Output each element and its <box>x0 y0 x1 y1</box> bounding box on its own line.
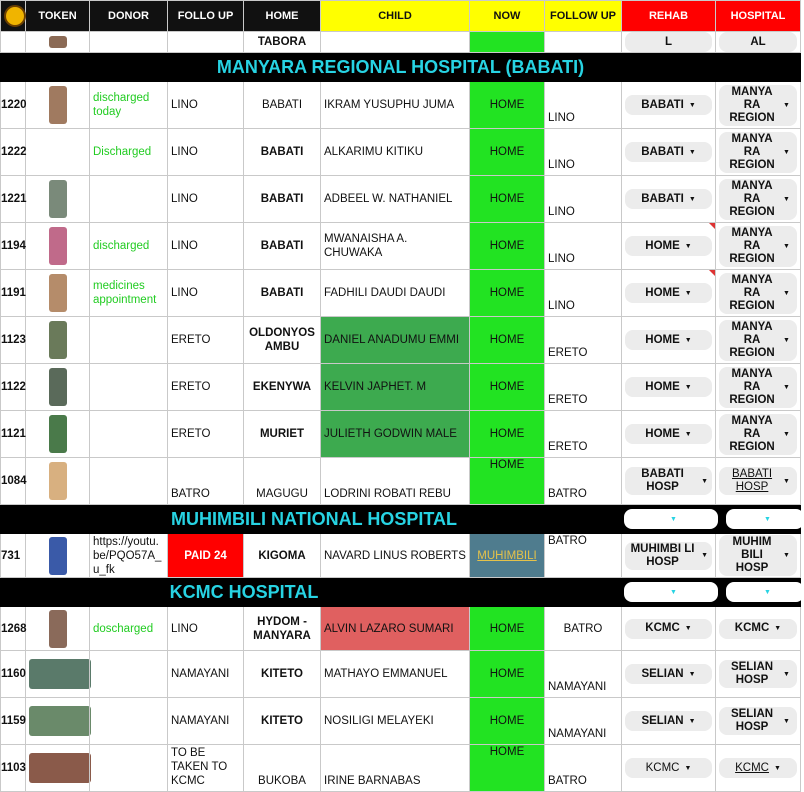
follow-up-cell[interactable]: LINO <box>168 270 244 317</box>
dropdown-arrow-icon: ▼ <box>684 289 692 297</box>
follow-up-cell[interactable]: BATRO <box>168 458 244 505</box>
dropdown-arrow-icon: ▼ <box>684 764 692 772</box>
section-hospital-dropdown[interactable] <box>726 582 804 602</box>
home-cell[interactable]: OLDONYOS AMBU <box>244 317 321 364</box>
home-cell[interactable]: HYDOM - MANYARA <box>244 607 321 651</box>
rehab-cell[interactable] <box>622 32 716 53</box>
row-id[interactable]: 1191 <box>1 270 26 317</box>
child-name-cell[interactable]: NAVARD LINUS ROBERTS <box>321 534 470 578</box>
row-id[interactable]: 1122 <box>1 364 26 411</box>
hospital-dropdown[interactable] <box>719 132 797 173</box>
donor-note[interactable]: discharged today <box>90 82 168 129</box>
follow-up-2-cell[interactable]: BATRO <box>545 607 622 651</box>
now-cell[interactable]: HOME <box>470 129 545 176</box>
follow-up-cell[interactable]: ERETO <box>168 411 244 458</box>
dropdown-arrow-icon: ▼ <box>783 430 790 438</box>
dropdown-arrow-icon: ▼ <box>783 148 790 156</box>
now-cell[interactable] <box>470 32 545 53</box>
child-name-cell[interactable]: ALKARIMU KITIKU <box>321 129 470 176</box>
section-title <box>1 578 801 607</box>
header-donor[interactable]: DONOR <box>90 1 168 32</box>
child-name-cell[interactable]: FADHILI DAUDI DAUDI <box>321 270 470 317</box>
follow-up-cell[interactable]: NAMAYANI <box>168 698 244 745</box>
rehab-dropdown[interactable] <box>625 758 712 778</box>
rehab-dropdown[interactable] <box>625 542 712 570</box>
hospital-cell[interactable] <box>716 411 801 458</box>
token-photo[interactable] <box>26 534 90 578</box>
rehab-dropdown[interactable] <box>625 664 712 684</box>
token-photo[interactable] <box>26 270 90 317</box>
rehab-cell[interactable] <box>622 129 716 176</box>
app-logo-icon <box>4 5 26 27</box>
hospital-dropdown[interactable] <box>719 467 797 495</box>
rehab-cell[interactable] <box>622 270 716 317</box>
hospital-cell[interactable] <box>716 745 801 792</box>
hospital-value: MANYA RA REGION <box>729 179 775 218</box>
table-row <box>1 223 801 270</box>
hospital-value: MANYA RA REGION <box>729 132 775 171</box>
header-now[interactable]: NOW <box>470 1 545 32</box>
follow-up-2-cell[interactable]: BATRO <box>545 534 622 578</box>
home-cell[interactable]: BABATI <box>244 223 321 270</box>
rehab-value: SELIAN <box>641 714 684 727</box>
home-cell[interactable]: KITETO <box>244 651 321 698</box>
rehab-value: MUHIMBI LI HOSP <box>630 542 695 568</box>
donor-note[interactable] <box>90 745 168 792</box>
rehab-cell[interactable] <box>622 411 716 458</box>
hospital-dropdown[interactable] <box>719 367 797 408</box>
dropdown-arrow-icon: ▼ <box>684 383 692 391</box>
section-rehab-dropdown[interactable] <box>624 509 718 529</box>
cell[interactable] <box>321 32 470 53</box>
hospital-dropdown[interactable] <box>719 85 797 126</box>
child-photo <box>49 321 67 359</box>
now-cell[interactable]: HOME <box>470 176 545 223</box>
table-row <box>1 651 801 698</box>
now-cell[interactable]: HOME <box>470 411 545 458</box>
rehab-dropdown[interactable] <box>625 95 712 115</box>
now-cell[interactable]: HOME <box>470 745 545 792</box>
rehab-value: BABATI <box>641 192 684 205</box>
follow-up-2-cell[interactable]: ERETO <box>545 317 622 364</box>
header-hospital[interactable]: HOSPITAL <box>716 1 801 32</box>
child-photo <box>49 415 67 453</box>
dropdown-arrow-icon: ▼ <box>670 515 677 523</box>
follow-up-2-cell[interactable]: BATRO <box>545 458 622 505</box>
cell[interactable] <box>545 32 622 53</box>
child-name-cell[interactable]: LODRINI ROBATI REBU <box>321 458 470 505</box>
row-id[interactable]: 1159 <box>1 698 26 745</box>
table-row <box>1 317 801 364</box>
home-cell[interactable]: TABORA <box>244 32 321 53</box>
dropdown-arrow-icon: ▼ <box>701 477 708 485</box>
table-row <box>1 745 801 792</box>
section-hospital-dropdown[interactable] <box>726 509 804 529</box>
donor-note[interactable]: medicines appointment <box>90 270 168 317</box>
child-photo <box>49 180 67 218</box>
token-photo[interactable] <box>26 458 90 505</box>
rehab-value: BABATI HOSP <box>641 468 684 493</box>
section-header <box>1 53 801 82</box>
follow-up-cell[interactable]: LINO <box>168 176 244 223</box>
now-cell[interactable]: HOME <box>470 458 545 505</box>
dropdown-arrow-icon: ▼ <box>764 588 771 596</box>
rehab-cell[interactable] <box>622 745 716 792</box>
dropdown-arrow-icon: ▼ <box>783 383 790 391</box>
hospital-dropdown[interactable] <box>719 320 797 361</box>
dropdown-arrow-icon: ▼ <box>783 336 790 344</box>
header-followup[interactable]: FOLLO UP <box>168 1 244 32</box>
token-photo[interactable] <box>26 82 90 129</box>
rehab-value: HOME <box>645 333 680 346</box>
follow-up-2-cell[interactable]: LINO <box>545 129 622 176</box>
hospital-cell[interactable] <box>716 270 801 317</box>
token-photo[interactable] <box>26 651 90 698</box>
hospital-dropdown[interactable] <box>719 414 797 455</box>
logo-header <box>1 1 26 32</box>
dropdown-arrow-icon: ▼ <box>764 515 771 523</box>
dropdown-arrow-icon: ▼ <box>783 289 790 297</box>
now-cell[interactable]: HOME <box>470 698 545 745</box>
header-rehab[interactable]: REHAB <box>622 1 716 32</box>
follow-up-2-cell[interactable]: LINO <box>545 270 622 317</box>
child-name-cell[interactable]: ADBEEL W. NATHANIEL <box>321 176 470 223</box>
dropdown-arrow-icon: ▼ <box>783 242 790 250</box>
token-photo[interactable] <box>26 32 90 53</box>
token-photo[interactable] <box>26 317 90 364</box>
rehab-dropdown[interactable] <box>625 711 712 731</box>
hospital-dropdown[interactable] <box>719 619 797 639</box>
partial-row <box>1 32 801 53</box>
dropdown-arrow-icon: ▼ <box>670 588 677 596</box>
now-cell[interactable]: HOME <box>470 270 545 317</box>
now-cell[interactable]: HOME <box>470 607 545 651</box>
rehab-value: KCMC <box>645 761 680 774</box>
table-row <box>1 458 801 505</box>
rehab-value: HOME <box>645 380 680 393</box>
home-cell[interactable]: MAGUGU <box>244 458 321 505</box>
child-name-cell[interactable]: NOSILIGI MELAYEKI <box>321 698 470 745</box>
child-name-cell[interactable]: IKRAM YUSUPHU JUMA <box>321 82 470 129</box>
table-row <box>1 698 801 745</box>
dropdown-arrow-icon: ▼ <box>774 625 782 632</box>
section-title: MANYARA REGIONAL HOSPITAL (BABATI) <box>1 53 801 82</box>
child-photo <box>29 753 91 783</box>
follow-up-cell[interactable]: LINO <box>168 223 244 270</box>
follow-up-cell[interactable]: LINO <box>168 82 244 129</box>
child-name-cell[interactable]: ALVIN LAZARO SUMARI <box>321 607 470 651</box>
cell[interactable] <box>168 32 244 53</box>
rehab-cell[interactable] <box>622 317 716 364</box>
hospital-dropdown[interactable] <box>719 707 797 735</box>
child-name-cell[interactable]: MATHAYO EMMANUEL <box>321 651 470 698</box>
table-row <box>1 534 801 578</box>
cell[interactable] <box>90 32 168 53</box>
header-home[interactable]: HOME <box>244 1 321 32</box>
rehab-dropdown[interactable] <box>625 142 712 162</box>
dropdown-arrow-icon: ▼ <box>684 336 692 344</box>
header-child[interactable]: CHILD <box>321 1 470 32</box>
rehab-value: BABATI <box>641 98 684 111</box>
child-photo <box>49 86 67 124</box>
dropdown-arrow-icon: ▼ <box>783 477 790 485</box>
now-cell[interactable]: MUHIMBILI <box>470 534 545 578</box>
child-photo <box>49 36 67 48</box>
row-id[interactable]: 1084 <box>1 458 26 505</box>
hospital-value: MUHIM BILI HOSP <box>732 536 772 574</box>
row-id[interactable]: 1194 <box>1 223 26 270</box>
table-row <box>1 270 801 317</box>
row-id[interactable]: 1221 <box>1 176 26 223</box>
rehab-dropdown[interactable] <box>625 330 712 350</box>
donor-note[interactable] <box>90 317 168 364</box>
follow-up-2-cell[interactable]: LINO <box>545 223 622 270</box>
row-id[interactable]: 731 <box>1 534 26 578</box>
hospital-cell[interactable] <box>716 223 801 270</box>
hospital-value: KCMC <box>735 761 769 774</box>
hospital-cell[interactable] <box>716 317 801 364</box>
donor-note[interactable] <box>90 458 168 505</box>
rehab-dropdown[interactable] <box>625 377 712 397</box>
follow-up-cell[interactable]: ERETO <box>168 364 244 411</box>
rehab-dropdown[interactable] <box>625 619 712 639</box>
rehab-dropdown[interactable] <box>625 467 712 495</box>
rehab-cell[interactable] <box>622 698 716 745</box>
section-title-text: MUHIMBILI NATIONAL HOSPITAL <box>171 509 457 529</box>
row-id[interactable]: 1123 <box>1 317 26 364</box>
rehab-value: KCMC <box>645 622 680 634</box>
hospital-dropdown[interactable] <box>719 179 797 220</box>
home-cell[interactable]: EKENYWA <box>244 364 321 411</box>
dropdown-arrow-icon: ▼ <box>684 242 692 250</box>
rehab-dropdown[interactable]: L <box>625 32 712 52</box>
rehab-value: HOME <box>645 239 680 252</box>
hospital-value: SELIAN HOSP <box>730 708 774 733</box>
rehab-cell[interactable] <box>622 364 716 411</box>
hospital-cell[interactable] <box>716 458 801 505</box>
rehab-cell[interactable] <box>622 651 716 698</box>
home-cell[interactable]: BUKOBA <box>244 745 321 792</box>
token-photo[interactable] <box>26 698 90 745</box>
rehab-value: BABATI <box>641 145 684 158</box>
rehab-cell[interactable] <box>622 223 716 270</box>
row-id[interactable]: 1268 <box>1 607 26 651</box>
token-photo[interactable] <box>26 411 90 458</box>
follow-up-2-cell[interactable]: LINO <box>545 176 622 223</box>
dropdown-arrow-icon: ▼ <box>688 101 696 109</box>
hospital-cell[interactable] <box>716 32 801 53</box>
now-cell[interactable]: HOME <box>470 223 545 270</box>
donor-note[interactable]: Discharged <box>90 129 168 176</box>
dropdown-arrow-icon: ▼ <box>783 552 790 559</box>
table-row <box>1 411 801 458</box>
section-header <box>1 505 801 534</box>
hospital-dropdown[interactable]: AL <box>719 32 797 52</box>
token-photo[interactable] <box>26 364 90 411</box>
hospital-cell[interactable] <box>716 129 801 176</box>
follow-up-cell[interactable]: LINO <box>168 607 244 651</box>
rehab-value: HOME <box>645 286 680 299</box>
donor-note[interactable] <box>90 364 168 411</box>
now-cell[interactable]: HOME <box>470 82 545 129</box>
hospital-dropdown[interactable] <box>719 660 797 688</box>
follow-up-cell[interactable]: TO BE TAKEN TO KCMC <box>168 745 244 792</box>
hospital-cell[interactable] <box>716 176 801 223</box>
home-cell[interactable]: MURIET <box>244 411 321 458</box>
home-cell[interactable]: BABATI <box>244 129 321 176</box>
child-name-cell[interactable]: KELVIN JAPHET. M <box>321 364 470 411</box>
section-header <box>1 578 801 607</box>
table-row <box>1 364 801 411</box>
child-photo <box>29 706 91 736</box>
dropdown-arrow-icon: ▼ <box>783 101 790 109</box>
follow-up-2-cell[interactable]: ERETO <box>545 411 622 458</box>
child-name-cell[interactable]: JULIETH GODWIN MALE <box>321 411 470 458</box>
follow-up-cell[interactable]: LINO <box>168 129 244 176</box>
rehab-dropdown[interactable] <box>625 424 712 444</box>
dropdown-arrow-icon: ▼ <box>684 430 692 438</box>
hospital-dropdown[interactable] <box>719 758 797 778</box>
section-rehab-dropdown[interactable] <box>624 582 718 602</box>
header-follow-up[interactable]: FOLLOW UP <box>545 1 622 32</box>
hospital-value: MANYA RA REGION <box>729 367 775 406</box>
table-row <box>1 129 801 176</box>
follow-up-cell[interactable]: NAMAYANI <box>168 651 244 698</box>
token-photo[interactable] <box>26 607 90 651</box>
rehab-cell[interactable] <box>622 176 716 223</box>
follow-up-2-cell[interactable]: LINO <box>545 82 622 129</box>
hospital-value: MANYA RA REGION <box>729 320 775 359</box>
token-photo[interactable] <box>26 745 90 792</box>
home-cell[interactable]: KIGOMA <box>244 534 321 578</box>
token-photo[interactable] <box>26 223 90 270</box>
row-id[interactable]: 1160 <box>1 651 26 698</box>
donor-note[interactable] <box>90 411 168 458</box>
dropdown-arrow-icon: ▼ <box>701 552 708 559</box>
dropdown-arrow-icon: ▼ <box>688 195 696 203</box>
header-token[interactable]: TOKEN <box>26 1 90 32</box>
home-cell[interactable]: KITETO <box>244 698 321 745</box>
child-photo <box>49 274 67 312</box>
rehab-cell[interactable] <box>622 534 716 578</box>
child-photo <box>49 537 67 575</box>
child-photo <box>49 227 67 265</box>
donor-note[interactable] <box>90 176 168 223</box>
child-name-cell[interactable]: MWANAISHA A. CHUWAKA <box>321 223 470 270</box>
hospital-value: SELIAN HOSP <box>730 661 774 686</box>
hospital-cell[interactable] <box>716 607 801 651</box>
rehab-dropdown[interactable] <box>625 236 712 256</box>
rehab-dropdown[interactable] <box>625 283 712 303</box>
dropdown-arrow-icon: ▼ <box>783 670 790 678</box>
row-id[interactable]: 1103 <box>1 745 26 792</box>
hospital-value: MANYA RA REGION <box>729 85 775 124</box>
hospital-cell[interactable] <box>716 364 801 411</box>
now-cell[interactable]: HOME <box>470 317 545 364</box>
rehab-dropdown[interactable] <box>625 189 712 209</box>
dropdown-arrow-icon: ▼ <box>773 764 781 772</box>
row-id[interactable]: 1222 <box>1 129 26 176</box>
home-cell[interactable]: BABATI <box>244 82 321 129</box>
hospital-value: MANYA RA REGION <box>729 414 775 453</box>
home-cell[interactable]: BABATI <box>244 176 321 223</box>
donor-note[interactable]: doscharged <box>90 607 168 651</box>
table-row <box>1 82 801 129</box>
hospital-cell[interactable] <box>716 698 801 745</box>
rehab-value: HOME <box>645 427 680 440</box>
child-name-cell[interactable]: IRINE BARNABAS <box>321 745 470 792</box>
hospital-value: MANYA RA REGION <box>729 226 775 265</box>
now-cell[interactable]: HOME <box>470 651 545 698</box>
hospital-dropdown[interactable] <box>719 226 797 267</box>
donor-note[interactable] <box>90 651 168 698</box>
follow-up-cell[interactable]: ERETO <box>168 317 244 364</box>
section-title <box>1 505 801 534</box>
hospital-cell[interactable] <box>716 534 801 578</box>
child-photo <box>49 462 67 500</box>
child-name-cell[interactable]: DANIEL ANADUMU EMMI <box>321 317 470 364</box>
cell[interactable] <box>1 32 26 53</box>
hospital-value: KCMC <box>734 622 770 634</box>
child-photo <box>49 610 67 648</box>
dropdown-arrow-icon: ▼ <box>688 717 696 725</box>
child-photo <box>49 368 67 406</box>
hospital-cell[interactable] <box>716 82 801 129</box>
hospital-dropdown[interactable] <box>719 273 797 314</box>
rehab-cell[interactable] <box>622 82 716 129</box>
rehab-cell[interactable] <box>622 607 716 651</box>
home-cell[interactable]: BABATI <box>244 270 321 317</box>
hospital-dropdown[interactable] <box>719 535 797 576</box>
dropdown-arrow-icon: ▼ <box>684 625 692 632</box>
hospital-value: BABATI HOSP <box>732 468 773 493</box>
hospital-value: MANYA RA REGION <box>729 273 775 312</box>
token-photo[interactable] <box>26 129 90 176</box>
table-row <box>1 176 801 223</box>
child-photo <box>29 659 91 689</box>
follow-up-2-cell[interactable]: ERETO <box>545 364 622 411</box>
token-photo[interactable] <box>26 176 90 223</box>
dropdown-arrow-icon: ▼ <box>688 670 696 678</box>
rehab-cell[interactable] <box>622 458 716 505</box>
dropdown-arrow-icon: ▼ <box>783 195 790 203</box>
donor-note[interactable] <box>90 698 168 745</box>
donor-note[interactable]: discharged <box>90 223 168 270</box>
row-id[interactable]: 1121 <box>1 411 26 458</box>
follow-up-2-cell[interactable]: NAMAYANI <box>545 651 622 698</box>
follow-up-2-cell[interactable]: BATRO <box>545 745 622 792</box>
follow-up-cell[interactable]: PAID 24 <box>168 534 244 578</box>
dropdown-arrow-icon: ▼ <box>688 148 696 156</box>
hospital-cell[interactable] <box>716 651 801 698</box>
table-row <box>1 607 801 651</box>
donor-link-cell[interactable] <box>90 534 168 578</box>
dropdown-arrow-icon: ▼ <box>783 717 790 725</box>
now-cell[interactable]: HOME <box>470 364 545 411</box>
header-row <box>1 1 801 32</box>
row-id[interactable]: 1220 <box>1 82 26 129</box>
youtube-link[interactable]: https://youtu.be/PQO57A_u_fk <box>93 535 162 576</box>
rehab-value: SELIAN <box>641 667 684 680</box>
follow-up-2-cell[interactable]: NAMAYANI <box>545 698 622 745</box>
section-title-text: KCMC HOSPITAL <box>169 582 319 602</box>
